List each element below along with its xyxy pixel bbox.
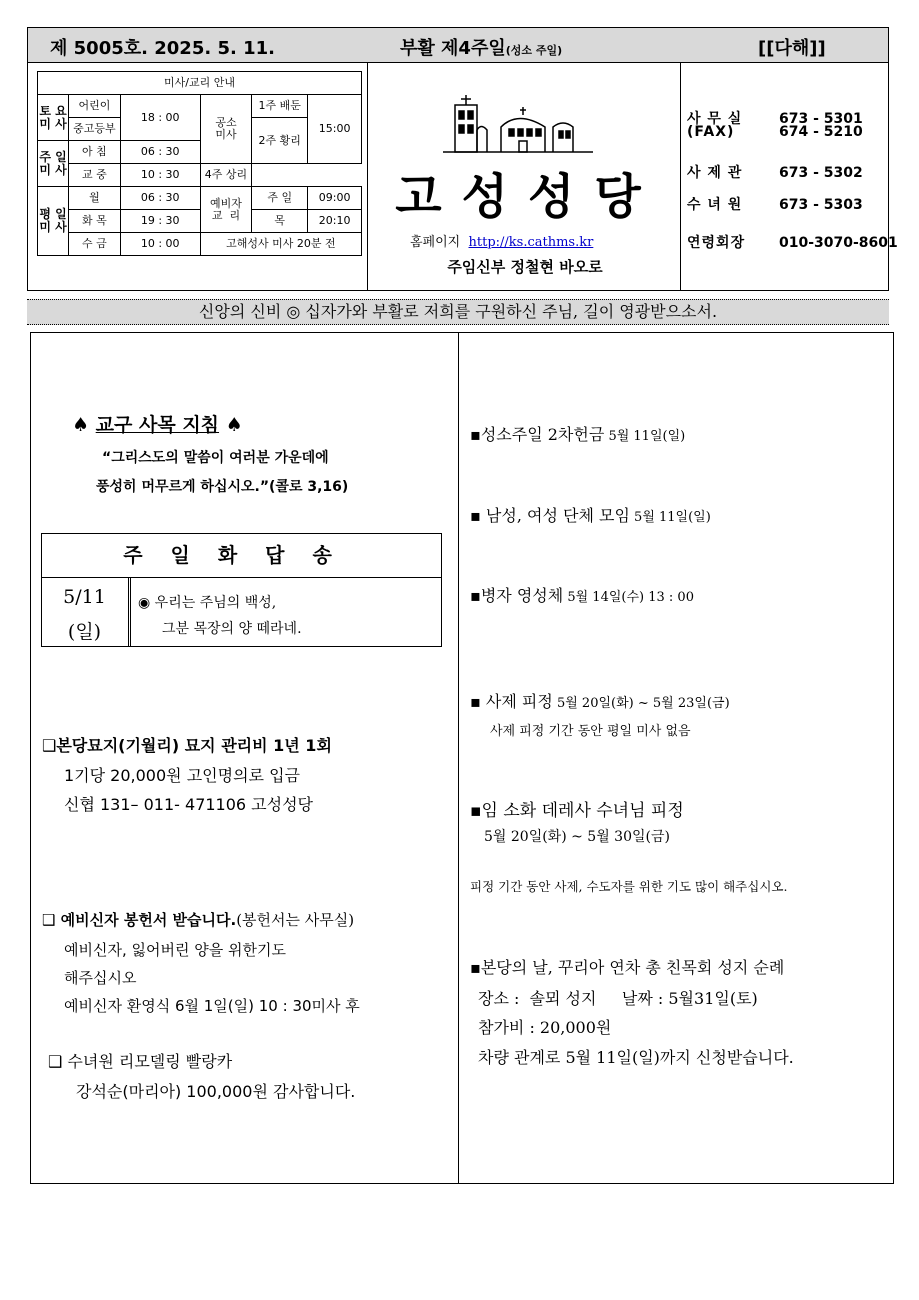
sched-cell: 18 : 00: [120, 95, 200, 141]
sched-cell: 아 침: [69, 141, 121, 164]
notice-detail: 참가비 : 20,000원: [478, 1018, 612, 1037]
sched-cell: 1주 배둔: [252, 95, 308, 118]
sched-cell: 수 금: [69, 233, 121, 256]
sched-cell: 주 일: [252, 187, 308, 210]
psalm-response-line: ◉ 우리는 주님의 백성,: [138, 595, 277, 611]
issue-header-bar: [27, 27, 889, 63]
masthead-divider: [367, 63, 368, 291]
psalm-day: (일): [67, 621, 102, 643]
gongso-label: 공소 미사: [200, 95, 252, 164]
spade-icon: ♠: [72, 414, 90, 436]
masthead-divider: [680, 63, 681, 291]
contact-fax: (FAX) 674 - 5210: [687, 124, 863, 140]
pastoral-quote-line: 풍성히 머무르게 하십시오.”(콜로 3,16): [96, 479, 349, 495]
column-divider: [458, 332, 459, 1184]
cemetery-notice-line: 1기당 20,000원 고인명의로 입금: [64, 766, 300, 785]
pastoral-quote-line: “그리스도의 말씀이 여러분 가운데에: [102, 450, 329, 466]
convent-notice-title: ❑ 수녀원 리모델링 빨랑카: [48, 1052, 233, 1071]
responsorial-psalm-title: 주일화답송: [41, 533, 442, 578]
saturday-mass-label: 토 요 미 사: [38, 95, 69, 141]
offering-notice-line: 예비신자 환영식 6월 1일(일) 10 : 30미사 후: [64, 997, 360, 1015]
mass-schedule-table: [37, 71, 362, 256]
sched-cell: 월: [69, 187, 121, 210]
sched-cell: 19 : 30: [120, 210, 200, 233]
convent-notice-line: 강석순(마리아) 100,000원 감사합니다.: [76, 1082, 356, 1101]
catechumen-label: 예비자 교 리: [200, 187, 252, 233]
issue-number-date: 제 5005호. 2025. 5. 11.: [50, 38, 275, 59]
sched-cell: 06 : 30: [120, 187, 200, 210]
sched-cell: 어린이: [69, 95, 121, 118]
sched-cell: 10 : 00: [120, 233, 200, 256]
sched-cell: 10 : 30: [120, 164, 200, 187]
homepage-link[interactable]: http://ks.cathms.kr: [468, 235, 594, 250]
notice-item: ▪성소주일 2차헌금 5월 11일(일): [470, 425, 686, 444]
sched-cell: 20:10: [308, 210, 362, 233]
homepage-label: 홈페이지: [410, 235, 461, 250]
sched-cell: 중고등부: [69, 118, 121, 141]
sched-cell: 15:00: [308, 95, 362, 164]
church-building-icon: [443, 95, 593, 155]
cemetery-notice-title: ❑본당묘지(기월리) 묘지 관리비 1년 1회: [42, 736, 332, 755]
motto-banner: 신앙의 신비 ◎ 십자가와 부활로 저희를 구원하신 주님, 길이 영광받으소서.: [27, 299, 889, 325]
contact-funeral-leader: 연령회장 010-3070-8601: [687, 235, 898, 251]
sunday-title: 부활 제4주일(성소 주일): [400, 38, 563, 59]
notice-item: ▪병자 영성체 5월 14일(수) 13 : 00: [470, 586, 694, 605]
schedule-title: 미사/교리 안내: [38, 72, 362, 95]
contact-rectory: 사 제 관 673 - 5302: [687, 165, 863, 181]
psalm-response-line: 그분 목장의 양 떼라네.: [162, 621, 302, 637]
sched-cell: 화 목: [69, 210, 121, 233]
offering-notice-line: 예비신자, 잃어버린 양을 위한기도: [64, 941, 286, 959]
notice-detail: 피정 기간 동안 사제, 수도자를 위한 기도 많이 해주십시오.: [470, 879, 788, 894]
notice-item: ▪ 남성, 여성 단체 모임 5월 11일(일): [470, 506, 711, 525]
notice-detail: 장소 : 솔뫼 성지 날짜 : 5월31일(토): [478, 989, 758, 1008]
notice-detail: 5월 20일(화) ~ 5월 30일(금): [484, 829, 670, 845]
church-name: 고성성당: [395, 169, 661, 225]
contact-office: 사 무 실 673 - 5301: [687, 111, 863, 127]
psalm-date: 5/11: [63, 586, 106, 608]
weekday-mass-label: 평 일 미 사: [38, 187, 69, 256]
sched-cell: 목: [252, 210, 308, 233]
notice-item: ▪ 사제 피정 5월 20일(화) ~ 5월 23일(금): [470, 692, 730, 711]
spade-icon: ♠: [225, 414, 243, 436]
pastoral-guideline-title: ♠ 교구 사목 지침 ♠: [72, 414, 243, 436]
sched-cell: 교 중: [69, 164, 121, 187]
offering-notice-line: 해주십시오: [64, 969, 137, 987]
sunday-mass-label: 주 일 미 사: [38, 141, 69, 187]
notice-item: ▪임 소화 데레사 수녀님 피정: [470, 801, 684, 821]
offering-notice-title: ❑ 예비신자 봉헌서 받습니다.(봉헌서는 사무실): [42, 911, 355, 929]
sched-cell: 4주 상리: [200, 164, 252, 187]
contact-convent: 수 녀 원 673 - 5303: [687, 197, 863, 213]
pastor-name: 주임신부 정철현 바오로: [447, 258, 603, 276]
cemetery-notice-line: 신협 131– 011- 471106 고성성당: [64, 795, 314, 814]
notice-detail: 차량 관계로 5월 11일(일)까지 신청받습니다.: [478, 1048, 794, 1067]
notice-item: ▪본당의 날, 꾸리아 연차 총 친목회 성지 순례: [470, 958, 785, 977]
sched-cell: 2주 황리: [252, 118, 308, 164]
psalm-divider: [128, 578, 131, 647]
sched-cell: 06 : 30: [120, 141, 200, 164]
year-cycle-tag: [[다해]]: [758, 38, 826, 59]
notice-detail: 사제 피정 기간 동안 평일 미사 없음: [490, 724, 691, 739]
confession-note: 고해성사 미사 20분 전: [200, 233, 361, 256]
sched-cell: 09:00: [308, 187, 362, 210]
homepage-line: [410, 231, 593, 250]
